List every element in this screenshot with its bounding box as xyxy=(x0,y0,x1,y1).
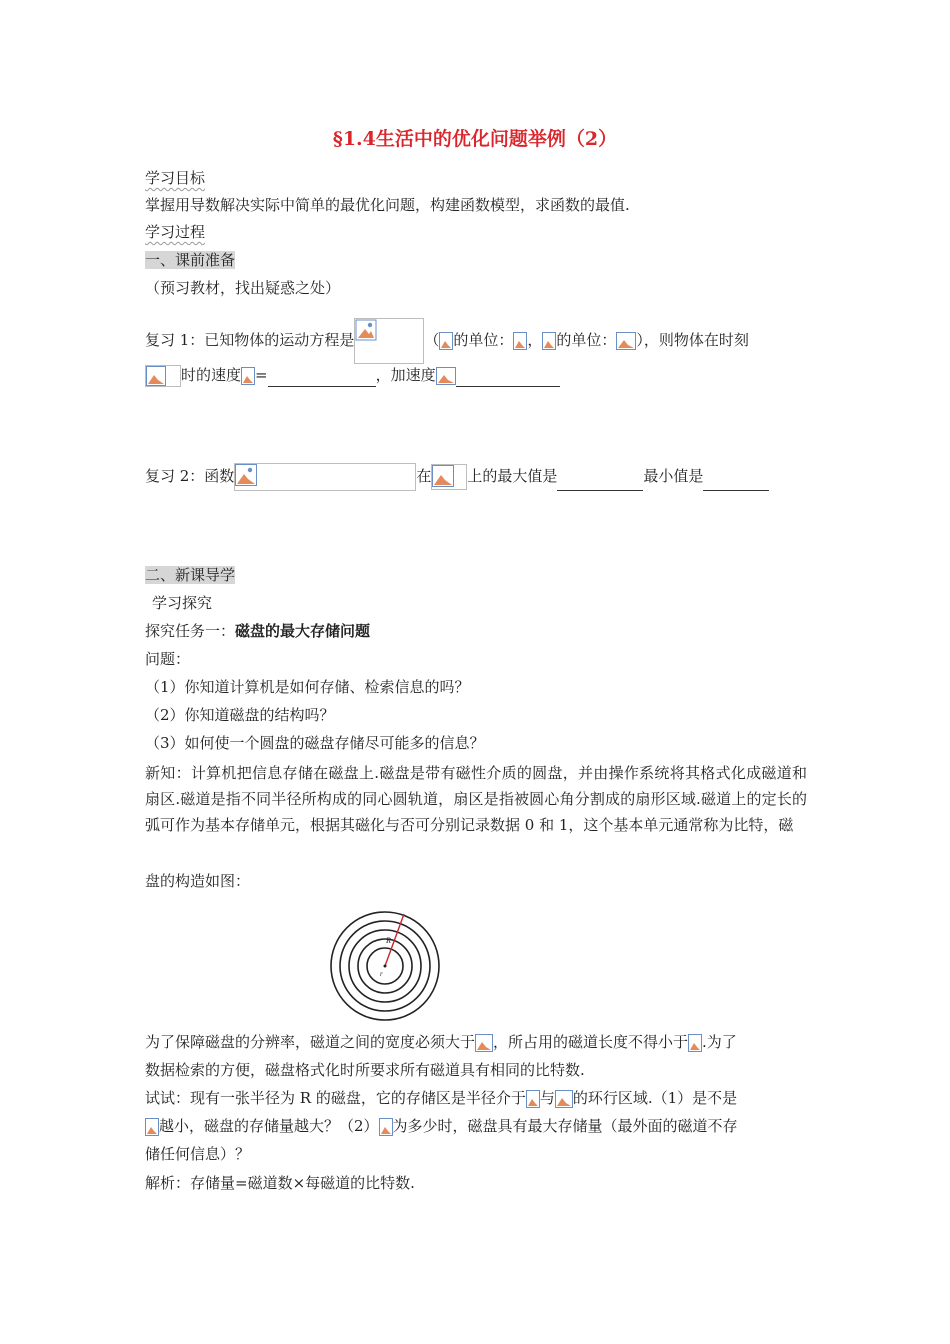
formula-image-function xyxy=(234,463,416,491)
section-learning-process: 学习过程 xyxy=(145,223,206,241)
formula-image-R xyxy=(555,1090,573,1108)
review1-line1: 复习 1：已知物体的运动方程是 （ 的单位： ， 的单位： ），则物体在时刻 xyxy=(145,318,749,364)
trial-line3: 储任何信息）？ xyxy=(145,1145,251,1163)
disk-figure xyxy=(322,910,448,1024)
review2-line: 复习 2：函数 在 上的最大值是 最小值是 xyxy=(145,463,769,491)
question-label: 问题： xyxy=(145,650,191,668)
question-2: （2）你知道磁盘的结构吗？ xyxy=(145,706,335,724)
blank-acceleration xyxy=(456,370,560,387)
formula-image-interval xyxy=(431,464,467,490)
page-title: §1.4生活中的优化问题举例（2） xyxy=(332,128,618,150)
para3-line1: 为了保障磁盘的分辨率，磁道之间的宽度必须大于 ，所占用的磁道长度不得小于 .为了 xyxy=(145,1033,737,1051)
label-R: R xyxy=(386,936,391,945)
formula-image-r-3 xyxy=(379,1118,393,1136)
label-r: r xyxy=(380,970,383,978)
part1-note: （预习教材，找出疑惑之处） xyxy=(145,279,341,297)
formula-image-r-2 xyxy=(145,1118,159,1136)
question-3: （3）如何使一个圆盘的磁盘存储尽可能多的信息？ xyxy=(145,734,485,752)
disk-caption: 盘的构造如图： xyxy=(145,872,251,890)
section-learning-goal: 学习目标 xyxy=(145,169,206,187)
formula-image-motion-equation xyxy=(354,318,424,364)
formula-image-width-m xyxy=(475,1034,493,1052)
center-point xyxy=(384,965,387,968)
trial-line1: 试试：现有一张半径为 R 的磁盘，它的存储区是半径介于 与 的环行区域.（1）是不是 xyxy=(145,1089,738,1107)
formula-image-time-t0 xyxy=(145,365,181,387)
goal-text: 掌握用导数解决实际中简单的最优化问题，构建函数模型，求函数的最值. xyxy=(145,196,630,214)
blank-velocity xyxy=(268,370,376,387)
formula-image-r xyxy=(526,1090,540,1108)
formula-image-v xyxy=(241,367,255,385)
formula-image-unit-m xyxy=(513,332,527,350)
question-1: （1）你知道计算机是如何存储、检索信息的吗？ xyxy=(145,678,470,696)
new-knowledge-paragraph: 新知：计算机把信息存储在磁盘上.磁盘是带有磁性介质的圆盘，并由操作系统将其格式化成磁道和扇区.磁道是指不同半径所构成的同心圆轨道，扇区是指被圆心角分割成的扇形区域.磁道上的定长的弧可作为基本存储单元，根据其磁化与否可分别记录数据 0 和 1，这个基本单元通常称为比特，磁 xyxy=(145,764,807,834)
explore-heading: 学习探究 xyxy=(152,594,213,612)
formula-image-length-n xyxy=(688,1034,702,1052)
task1-line: 探究任务一：磁盘的最大存储问题 xyxy=(145,622,371,640)
para3-line2: 数据检索的方便，磁盘格式化时所要求所有磁道具有相同的比特数. xyxy=(145,1061,585,1079)
trial-line2: 越小，磁盘的存储量越大？（2） 为多少时，磁盘具有最大存储量（最外面的磁道不存 xyxy=(145,1115,738,1137)
formula-image-unit-s xyxy=(616,332,636,350)
part1-heading: 一、课前准备 xyxy=(145,251,236,269)
formula-image-t xyxy=(542,332,556,350)
analysis-line: 解析：存储量=磁道数×每磁道的比特数. xyxy=(145,1174,415,1192)
blank-min xyxy=(703,474,769,491)
task1-title: 磁盘的最大存储问题 xyxy=(235,622,371,640)
formula-image-a xyxy=(436,367,456,385)
blank-max xyxy=(557,474,643,491)
review1-line2: 时的速度 = ，加速度 xyxy=(145,364,560,387)
part2-heading: 二、新课导学 xyxy=(145,566,236,584)
formula-image-s xyxy=(439,332,453,350)
